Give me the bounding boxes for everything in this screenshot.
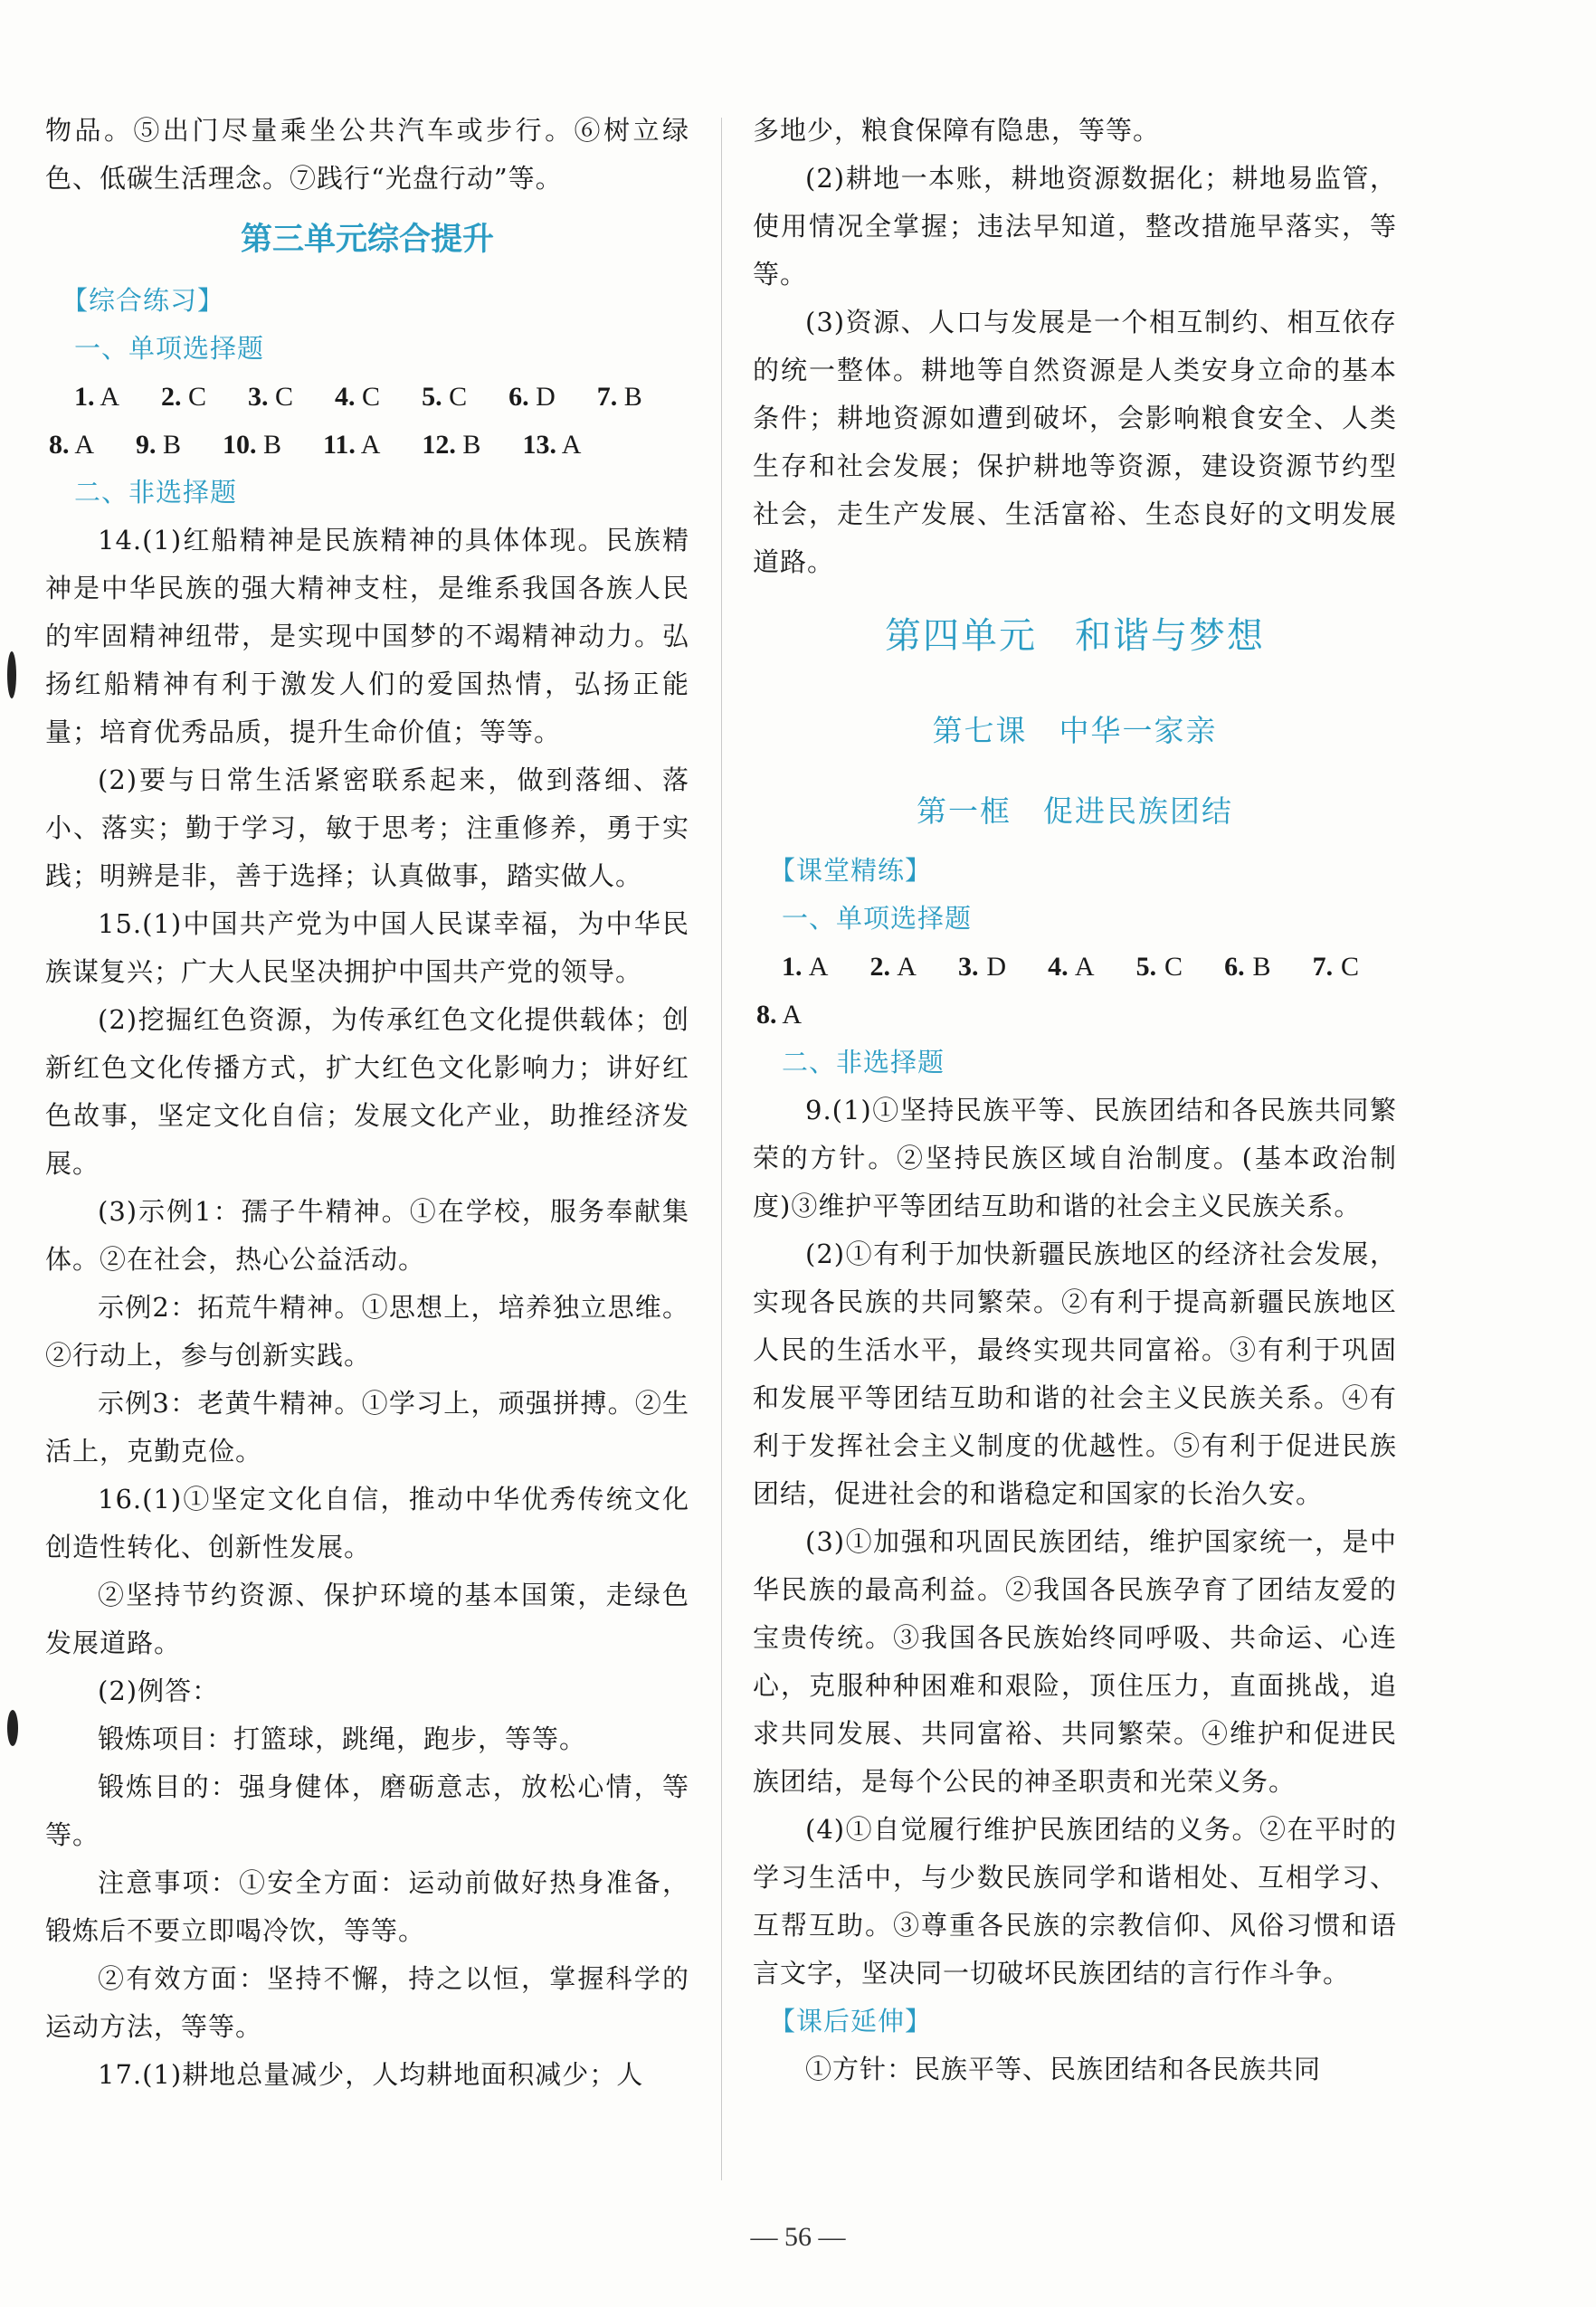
answer-choice: B xyxy=(455,430,481,460)
answer-paragraph: 锻炼目的：强身健体，磨砺意志，放松心情，等等。 xyxy=(45,1771,689,1850)
exercise-tag: 【课堂精练】 xyxy=(769,855,933,886)
frame-title: 第一框 促进民族团结 xyxy=(917,793,1233,829)
question-number: 2. xyxy=(869,952,890,982)
answer-paragraph: (2)①有利于加快新疆民族地区的经济社会发展，实现各民族的共同繁荣。②有利于提高新疆民族地区人民的生活水平，最终实现共同富裕。③有利于巩固和发展平等团结互助和谐的社会主义民族关系。④有利于发挥社会主义制度的优越性。⑤有利于促进民族团结，促进社会的和谐稳定和国家的长治久安。 xyxy=(753,1239,1397,1509)
answer-paragraph: (3)①加强和巩固民族团结，维护国家统一，是中华民族的最高利益。②我国各民族孕育了团结友爱的宝贵传统。③我国各民族始终同呼吸、共命运、心连心，克服种种困难和艰险，顶住压力，直面挑战，追求共同发展、共同富裕、共同繁荣。④维护和促进民族团结，是每个公民的神圣职责和光荣义务。 xyxy=(753,1526,1397,1797)
answer-choice: B xyxy=(617,382,642,412)
page-number: — 56 — xyxy=(750,2222,846,2252)
answer-paragraph: 示例3：老黄牛精神。①学习上，顽强拼搏。②生活上，克勤克俭。 xyxy=(45,1388,689,1467)
paragraph: 多地少，粮食保障有隐患，等等。 xyxy=(753,115,1161,146)
answer-choice: C xyxy=(1333,952,1360,982)
answer-paragraph: 14.(1)红船精神是民族精神的具体体现。民族精神是中华民族的强大精神支柱，是维系我国各族人民的牢固精神纽带，是实现中国梦的不竭精神动力。弘扬红船精神有利于激发人们的爱国热情，弘扬正能量；培育优秀品质，提升生命价值；等等。 xyxy=(45,525,689,747)
answer-choice: A xyxy=(355,430,381,460)
question-number: 7. xyxy=(596,382,618,412)
question-number: 11. xyxy=(323,430,356,460)
answer-choice: A xyxy=(802,952,829,982)
question-number: 6. xyxy=(508,382,529,412)
answer-choice: D xyxy=(978,952,1007,982)
question-number: 5. xyxy=(1135,952,1157,982)
exercise-tag: 【综合练习】 xyxy=(62,285,225,316)
answer-paragraph: ②有效方面：坚持不懈，持之以恒，掌握科学的运动方法，等等。 xyxy=(45,1963,689,2042)
question-number: 12. xyxy=(422,430,456,460)
question-number: 1. xyxy=(74,382,95,412)
question-number: 7. xyxy=(1312,952,1334,982)
subsection-heading: 一、单项选择题 xyxy=(782,903,973,934)
unit-title: 第四单元 和谐与梦想 xyxy=(885,615,1265,657)
scan-artifact xyxy=(7,651,16,698)
answer-row xyxy=(45,373,689,421)
answer-choice: D xyxy=(528,382,556,412)
question-number: 3. xyxy=(248,382,269,412)
answer-choice: B xyxy=(256,430,282,460)
answer-paragraph: 9.(1)①坚持民族平等、民族团结和各民族共同繁荣的方针。②坚持民族区域自治制度。(基本政治制度)③维护平等团结互助和谐的社会主义民族关系。 xyxy=(753,1095,1397,1221)
answer-choice: B xyxy=(1244,952,1271,982)
answer-choice: C xyxy=(181,382,207,412)
answer-choice: A xyxy=(1068,952,1095,982)
answer-choice: C xyxy=(1156,952,1183,982)
subsection-heading: 二、非选择题 xyxy=(74,477,238,508)
scan-artifact xyxy=(7,1710,18,1746)
paragraph: 物品。⑤出门尽量乘坐公共汽车或步行。⑥树立绿色、低碳生活理念。⑦践行“光盘行动”等。 xyxy=(45,115,689,194)
answer-paragraph: (4)①自觉履行维护民族团结的义务。②在平时的学习生活中，与少数民族同学和谐相处、互相学习、互帮互助。③尊重各民族的宗教信仰、风俗习惯和语言文字，坚决同一切破坏民族团结的言行作斗争。 xyxy=(753,1814,1397,1989)
answer-paragraph: ①方针：民族平等、民族团结和各民族共同 xyxy=(805,2054,1322,2084)
question-number: 8. xyxy=(49,430,70,460)
answer-choice: A xyxy=(69,430,95,460)
answer-paragraph: (2)耕地一本账，耕地资源数据化；耕地易监管，使用情况全掌握；违法早知道，整改措施早落实，等等。 xyxy=(753,163,1397,290)
question-number: 8. xyxy=(756,1000,777,1030)
answer-paragraph: 示例2：拓荒牛精神。①思想上，培养独立思维。②行动上，参与创新实践。 xyxy=(45,1292,689,1371)
answer-paragraph: (2)要与日常生活紧密联系起来，做到落细、落小、落实；勤于学习，敏于思考；注重修养，勇于实践；明辨是非，善于选择；认真做事，踏实做人。 xyxy=(45,764,689,891)
answer-paragraph: 锻炼项目：打篮球，跳绳，跑步，等等。 xyxy=(98,1723,587,1754)
right-column xyxy=(753,107,1397,2093)
left-column xyxy=(45,107,689,2099)
question-number: 13. xyxy=(522,430,556,460)
answer-paragraph: 15.(1)中国共产党为中国人民谋幸福，为中华民族谋复兴；广大人民坚决拥护中国共产党的领导。 xyxy=(45,908,689,987)
question-number: 9. xyxy=(136,430,157,460)
question-number: 1. xyxy=(782,952,803,982)
lesson-title: 第七课 中华一家亲 xyxy=(932,713,1218,748)
exercise-tag: 【课后延伸】 xyxy=(769,2006,933,2036)
answer-choice: A xyxy=(94,382,120,412)
question-number: 2. xyxy=(161,382,182,412)
answer-paragraph: (2)挖掘红色资源，为传承红色文化提供载体；创新红色文化传播方式，扩大红色文化影响力；讲好红色故事，坚定文化自信；发展文化产业，助推经济发展。 xyxy=(45,1004,689,1179)
question-number: 3. xyxy=(957,952,979,982)
answer-paragraph: 17.(1)耕地总量减少，人均耕地面积减少；人 xyxy=(98,2059,644,2090)
question-number: 6. xyxy=(1224,952,1245,982)
answer-choice: A xyxy=(776,1000,803,1030)
question-number: 10. xyxy=(223,430,257,460)
answer-paragraph: (3)示例1：孺子牛精神。①在学校，服务奉献集体。②在社会，热心公益活动。 xyxy=(45,1196,689,1275)
subsection-heading: 一、单项选择题 xyxy=(74,333,265,364)
question-number: 4. xyxy=(1048,952,1069,982)
answer-paragraph: 16.(1)①坚定文化自信，推动中华优秀传统文化创造性转化、创新性发展。 xyxy=(45,1484,689,1562)
answer-row xyxy=(45,421,689,469)
answer-paragraph: (2)例答： xyxy=(98,1676,220,1706)
answer-choice: C xyxy=(442,382,468,412)
column-divider xyxy=(721,118,722,2180)
answer-paragraph: ②坚持节约资源、保护环境的基本国策，走绿色发展道路。 xyxy=(45,1580,689,1658)
answer-choice: A xyxy=(556,430,582,460)
answer-choice: C xyxy=(268,382,294,412)
answer-paragraph: 注意事项：①安全方面：运动前做好热身准备，锻炼后不要立即喝冷饮，等等。 xyxy=(45,1867,689,1946)
section-title: 第三单元综合提升 xyxy=(240,222,494,258)
answer-choice: B xyxy=(156,430,182,460)
question-number: 5. xyxy=(422,382,442,412)
question-number: 4. xyxy=(335,382,356,412)
answer-row xyxy=(753,943,1397,1039)
answer-choice: A xyxy=(889,952,917,982)
answer-choice: C xyxy=(355,382,381,412)
answer-paragraph: (3)资源、人口与发展是一个相互制约、相互依存的统一整体。耕地等自然资源是人类安身立命的基本条件；耕地资源如遭到破坏，会影响粮食安全、人类生存和社会发展；保护耕地等资源，建设资源节约型社会，走生产发展、生活富裕、生态良好的文明发展道路。 xyxy=(753,307,1397,577)
subsection-heading: 二、非选择题 xyxy=(782,1047,945,1078)
